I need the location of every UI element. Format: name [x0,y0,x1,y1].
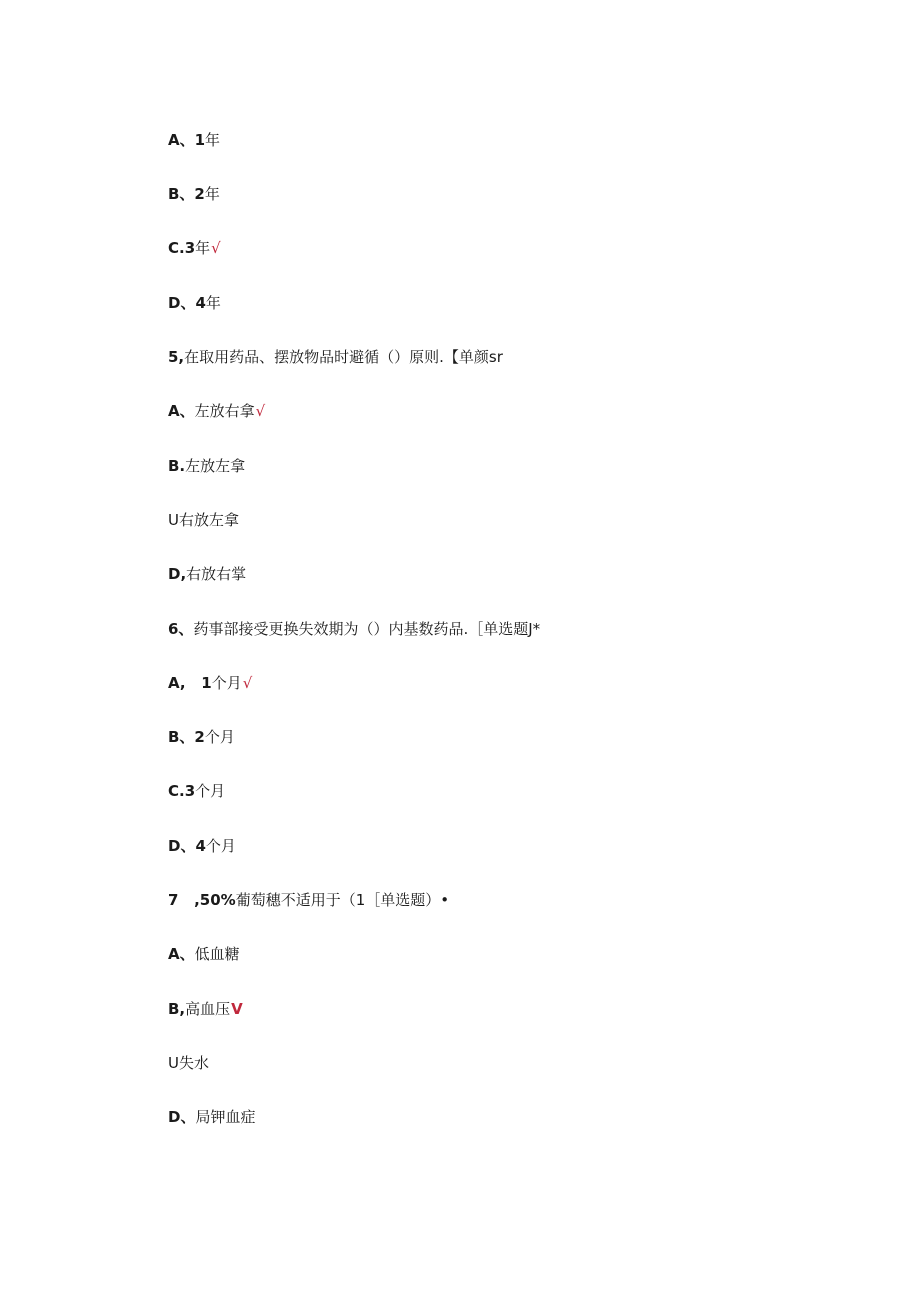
question-text: 药事部接受更换失效期为（）内基数药品.［单选题J* [193,620,541,638]
question-number: 6、 [168,620,194,638]
option-text: 高血压 [185,1000,231,1018]
question-line [168,617,541,641]
option-text: 右放右掌 [186,565,247,583]
option-line [168,942,241,966]
answer-mark: √ [255,402,266,420]
option-text: 年 [204,185,220,203]
option-text: 局钾血症 [195,1108,256,1126]
question-text: 在取用药品、摆放物品时避循（）原则.【单颜sr [184,348,503,366]
question-line [168,888,450,912]
option-prefix: A、 [168,402,195,420]
option-prefix: A、1 [168,131,206,149]
option-prefix: C.3 [168,782,196,800]
option-prefix: A, 1 [168,674,212,692]
option-text: 年 [195,239,211,257]
option-line [168,128,221,152]
option-line [168,454,246,478]
option-line [168,997,243,1021]
question-text: 葡萄穗不适用于（1［单选题）• [235,891,450,909]
option-prefix: D、 [168,1108,196,1126]
option-prefix: D、4 [168,837,206,855]
answer-mark: √ [211,239,221,257]
option-line [168,779,226,803]
option-text: 个月 [204,728,235,746]
question-number: 5, [168,348,185,366]
option-text: 左放左拿 [185,457,246,475]
option-prefix: A、 [168,945,195,963]
option-text: 右放左拿 [178,511,239,529]
option-text: 左放右拿 [194,402,255,420]
question-number: 7 ,50% [168,891,236,909]
option-line [168,182,221,206]
option-text: 失水 [178,1054,209,1072]
option-prefix: D, [168,565,187,583]
option-prefix: C.3 [168,239,196,257]
option-prefix: B. [168,457,186,475]
option-line [168,236,221,260]
option-line [168,1105,256,1129]
option-line [168,725,236,749]
option-text: 年 [205,294,221,312]
option-text: 年 [205,131,221,149]
option-text: 个月 [195,782,226,800]
option-text: 个月 [205,837,236,855]
question-line [168,345,504,369]
option-line [168,834,237,858]
option-prefix: U [168,1054,179,1072]
option-line [168,671,252,695]
option-prefix: B, [168,1000,186,1018]
option-prefix: B、2 [168,728,205,746]
option-line [168,508,240,532]
option-prefix: U [168,511,179,529]
option-line [168,562,247,586]
option-text: 低血糖 [194,945,240,963]
option-prefix: D、4 [168,294,206,312]
answer-mark: √ [242,674,253,692]
option-line [168,399,265,423]
option-line [168,1051,210,1075]
option-prefix: B、2 [168,185,205,203]
answer-mark: V [231,1000,243,1018]
option-text: 个月 [211,674,242,692]
option-line [168,291,222,315]
